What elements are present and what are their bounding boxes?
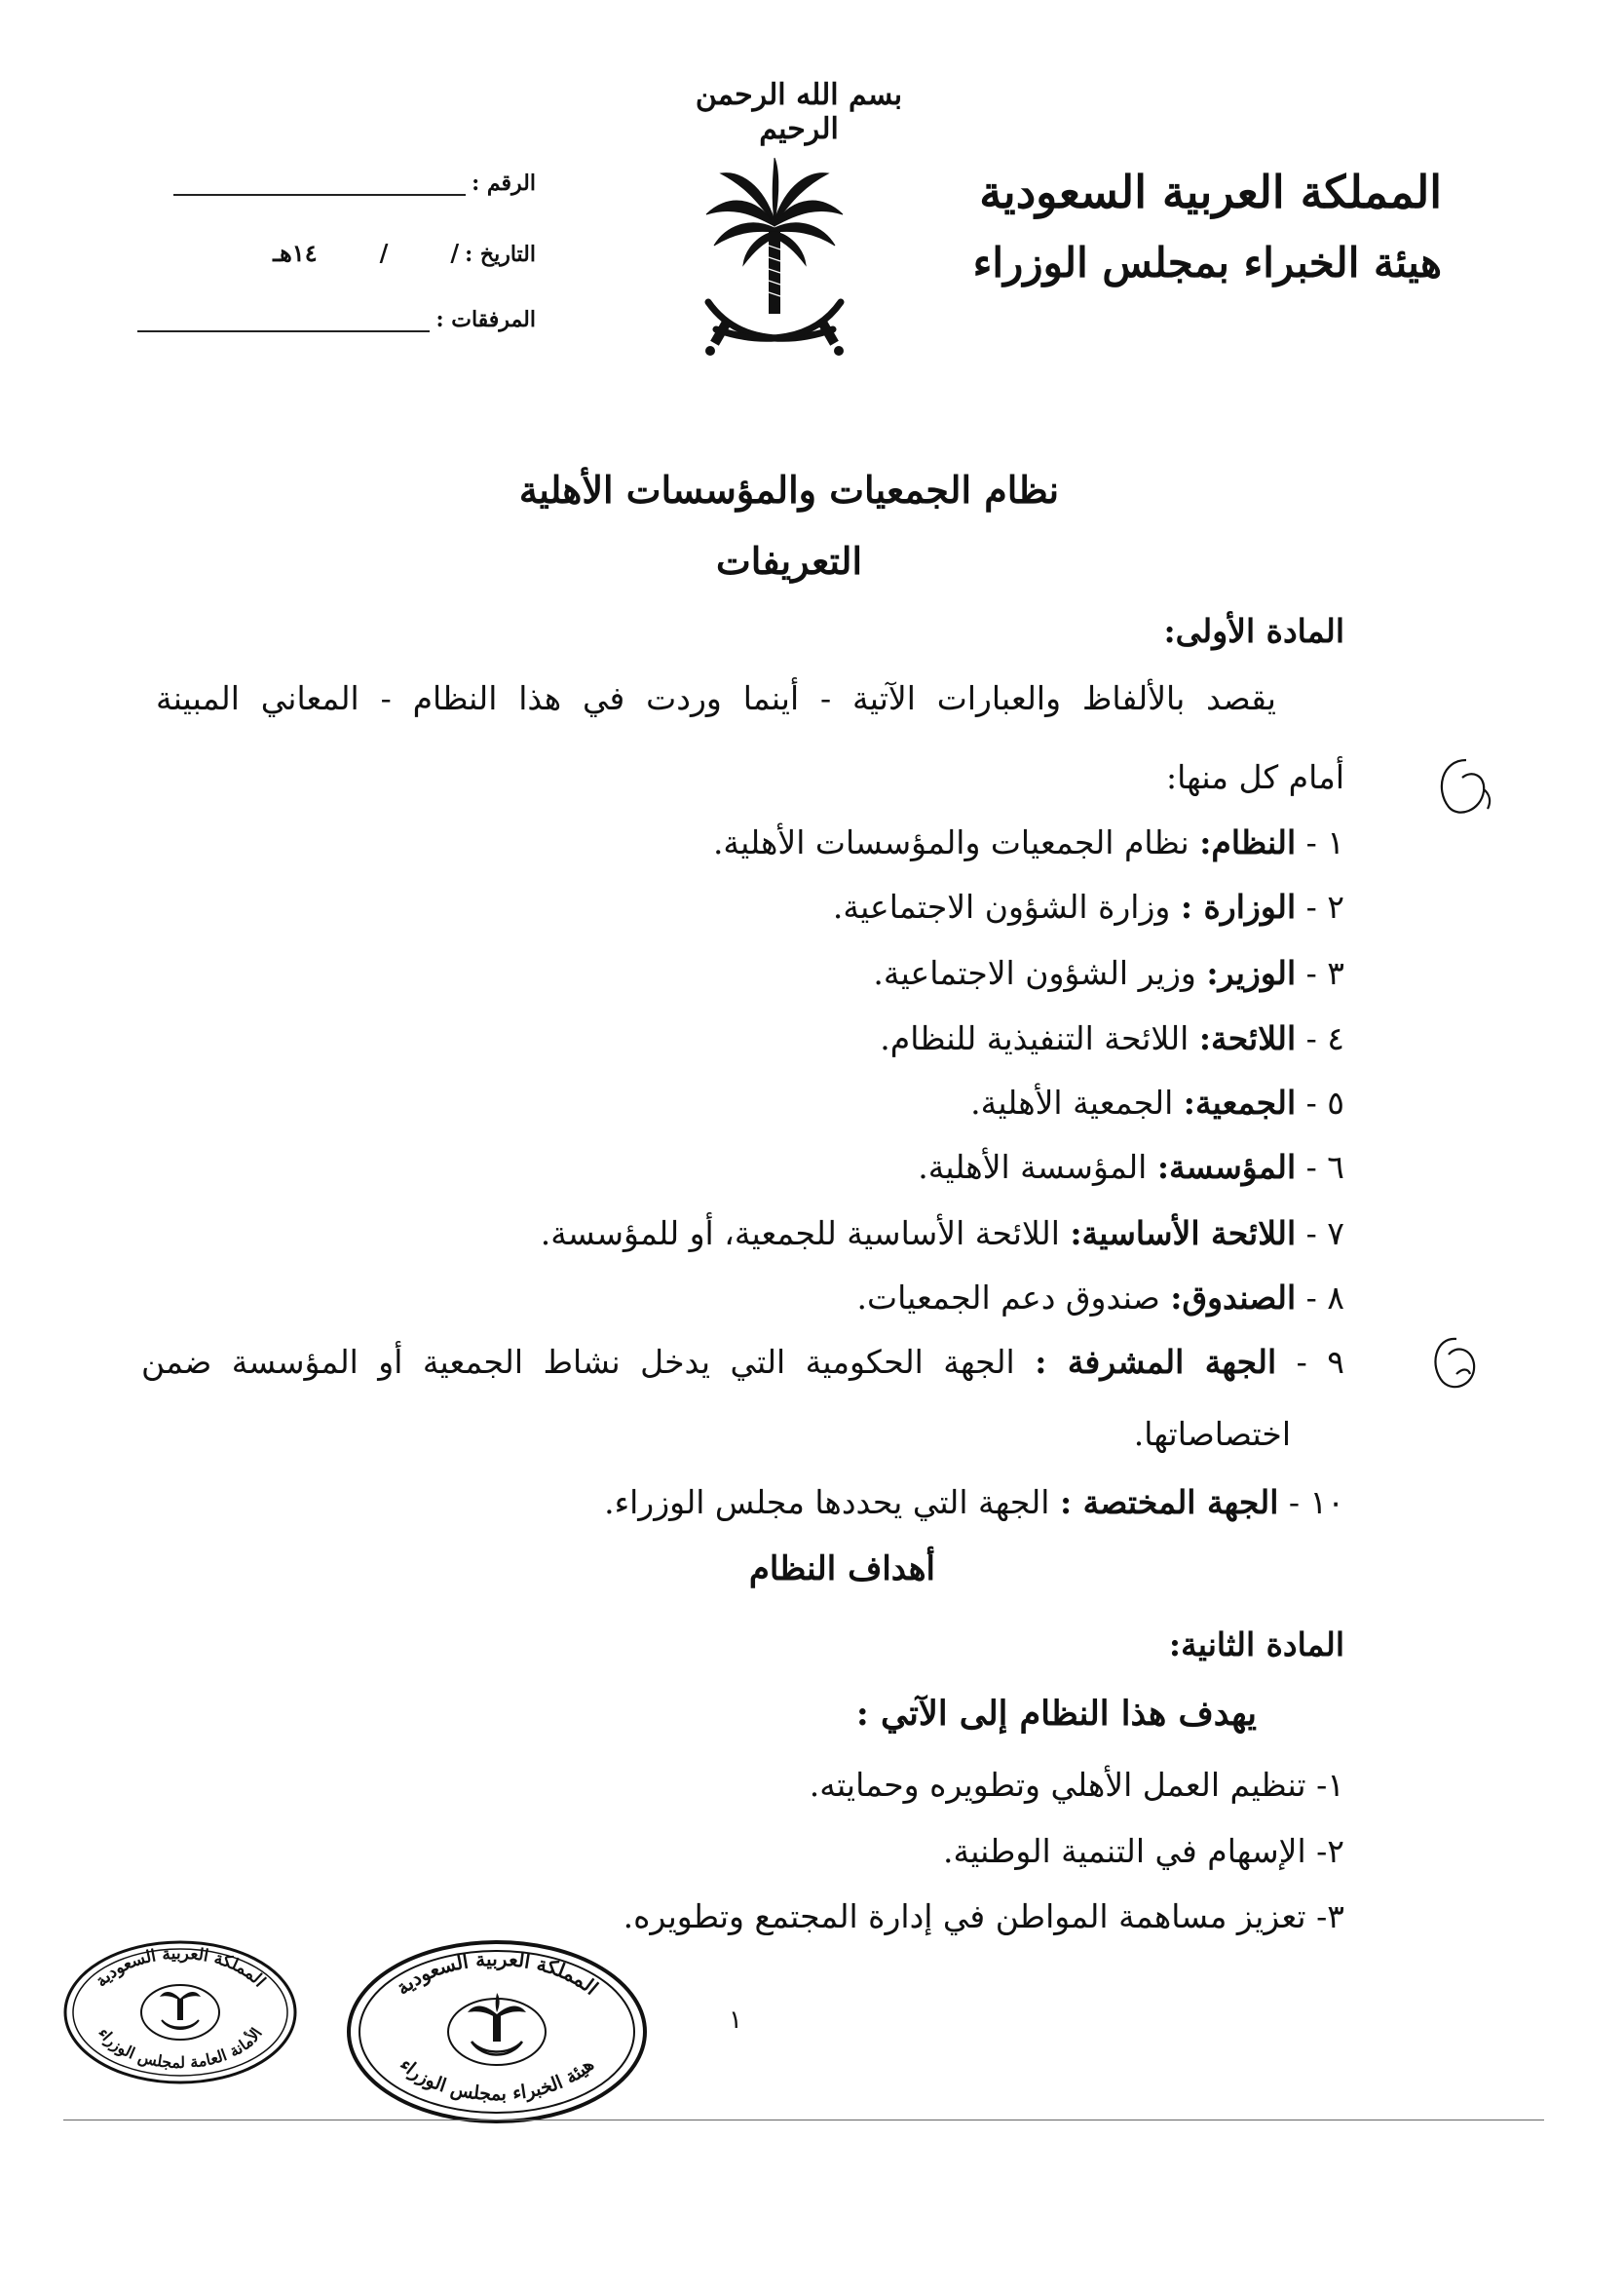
definition-8-term: الصندوق: <box>1170 1279 1297 1317</box>
date-field <box>132 239 536 267</box>
number-field <box>132 171 536 196</box>
definition-4 <box>487 1019 1344 1058</box>
number-line <box>173 176 466 196</box>
definition-8-num: ٨ - <box>1305 1279 1344 1317</box>
definition-3-term: الوزير: <box>1206 954 1297 992</box>
article1-heading: المادة الأولى: <box>1163 612 1344 650</box>
definition-9-term: الجهة المشرفة : <box>1035 1343 1277 1381</box>
goal-3: ٣- تعزيز مساهمة المواطن في إدارة المجتمع وتطويره. <box>623 1897 1344 1935</box>
definition-5-term: الجمعية: <box>1183 1084 1297 1122</box>
definition-9 <box>141 1343 1344 1382</box>
definition-3-num: ٣ - <box>1305 954 1344 992</box>
date-hijri-year: ١٤هـ <box>273 239 318 267</box>
section-definitions-title: التعريفات <box>715 539 863 583</box>
attachments-label: المرفقات : <box>435 307 536 332</box>
left-stamp-top-text: المملكة العربية السعودية <box>92 1943 270 1992</box>
definition-6-text: المؤسسة الأهلية. <box>918 1148 1148 1186</box>
definition-2-num: ٢ - <box>1305 888 1344 926</box>
basmala: بسم الله الرحمن الرحيم <box>695 78 903 146</box>
definition-3 <box>487 954 1344 993</box>
article2-heading: المادة الثانية: <box>1168 1625 1344 1663</box>
date-slash-2: / <box>379 239 389 267</box>
definition-3-text: وزير الشؤون الاجتماعية. <box>873 954 1196 992</box>
section-goals-title: أهداف النظام <box>748 1549 935 1588</box>
left-official-stamp <box>58 1934 302 2090</box>
definition-8 <box>487 1279 1344 1318</box>
definition-9-num: ٩ - <box>1296 1343 1344 1381</box>
definition-10-text: الجهة التي يحددها مجلس الوزراء. <box>604 1483 1050 1521</box>
agency-name: هيئة الخبراء بمجلس الوزراء <box>972 239 1442 286</box>
definition-7-text: اللائحة الأساسية للجمعية، أو للمؤسسة. <box>540 1214 1060 1252</box>
definition-5-text: الجمعية الأهلية. <box>970 1084 1174 1122</box>
goal-2: ٢- الإسهام في التنمية الوطنية. <box>943 1832 1344 1870</box>
palm-swords-emblem-icon <box>697 156 852 361</box>
definition-6-term: المؤسسة: <box>1156 1148 1297 1186</box>
article1-intro-line2: أمام كل منها: <box>1165 758 1344 796</box>
definition-1-text: نظام الجمعيات والمؤسسات الأهلية. <box>712 823 1190 861</box>
definition-6-num: ٦ - <box>1305 1148 1344 1186</box>
definition-4-num: ٤ - <box>1305 1019 1344 1057</box>
attachments-line <box>137 313 430 332</box>
kingdom-name: المملكة العربية السعودية <box>979 166 1442 218</box>
definition-4-text: اللائحة التنفيذية للنظام. <box>880 1019 1190 1057</box>
definition-1-num: ١ - <box>1305 823 1344 861</box>
definition-2 <box>487 888 1344 927</box>
definition-8-text: صندوق دعم الجمعيات. <box>856 1279 1160 1317</box>
page-number: ١ <box>729 2006 742 2035</box>
margin-annotation-mark-1 <box>1427 750 1505 828</box>
center-stamp-top-text: المملكة العربية السعودية <box>391 1946 603 2000</box>
definition-5-num: ٥ - <box>1305 1084 1344 1122</box>
definition-10 <box>448 1483 1344 1522</box>
margin-annotation-mark-2 <box>1417 1325 1495 1403</box>
attachments-field <box>132 307 536 332</box>
number-label: الرقم : <box>472 171 536 196</box>
center-stamp-bottom-text: هيئة الخبراء بمجلس الوزراء <box>396 2053 598 2105</box>
definition-7-num: ٧ - <box>1305 1214 1344 1252</box>
definition-10-num: ١٠ - <box>1288 1483 1344 1521</box>
definition-7-term: اللائحة الأساسية: <box>1070 1214 1297 1252</box>
article1-intro-line1: يقصد بالألفاظ والعبارات الآتية - أينما وردت في هذا النظام - المعاني المبينة <box>156 679 1276 717</box>
definition-10-term: الجهة المختصة : <box>1059 1483 1279 1521</box>
center-official-stamp <box>341 1934 653 2129</box>
document-title: نظام الجمعيات والمؤسسات الأهلية <box>518 468 1060 512</box>
definition-7 <box>390 1214 1344 1253</box>
definition-1-term: النظام: <box>1199 823 1297 861</box>
goal-1: ١- تنظيم العمل الأهلي وتطويره وحمايته. <box>809 1766 1344 1804</box>
definition-5 <box>487 1084 1344 1123</box>
definition-6 <box>487 1148 1344 1187</box>
definition-2-text: وزارة الشؤون الاجتماعية. <box>832 888 1171 926</box>
left-stamp-bottom-text: الأمانة العامة لمجلس الوزراء <box>94 2024 266 2073</box>
date-value <box>273 239 459 267</box>
definition-9-continuation: اختصاصاتها. <box>1133 1415 1291 1453</box>
date-slash-1: / <box>450 239 460 267</box>
svg-text:هيئة الخبراء بمجلس الوزراء <box>396 2054 598 2105</box>
definition-2-term: الوزارة : <box>1180 888 1297 926</box>
date-label: التاريخ : <box>465 242 536 267</box>
definition-9-text: الجهة الحكومية التي يدخل نشاط الجمعية أو المؤسسة ضمن <box>141 1343 1015 1381</box>
definition-4-term: اللائحة: <box>1198 1019 1297 1057</box>
article2-intro: يهدف هذا النظام إلى الآتي : <box>855 1694 1257 1734</box>
definition-1 <box>487 823 1344 862</box>
